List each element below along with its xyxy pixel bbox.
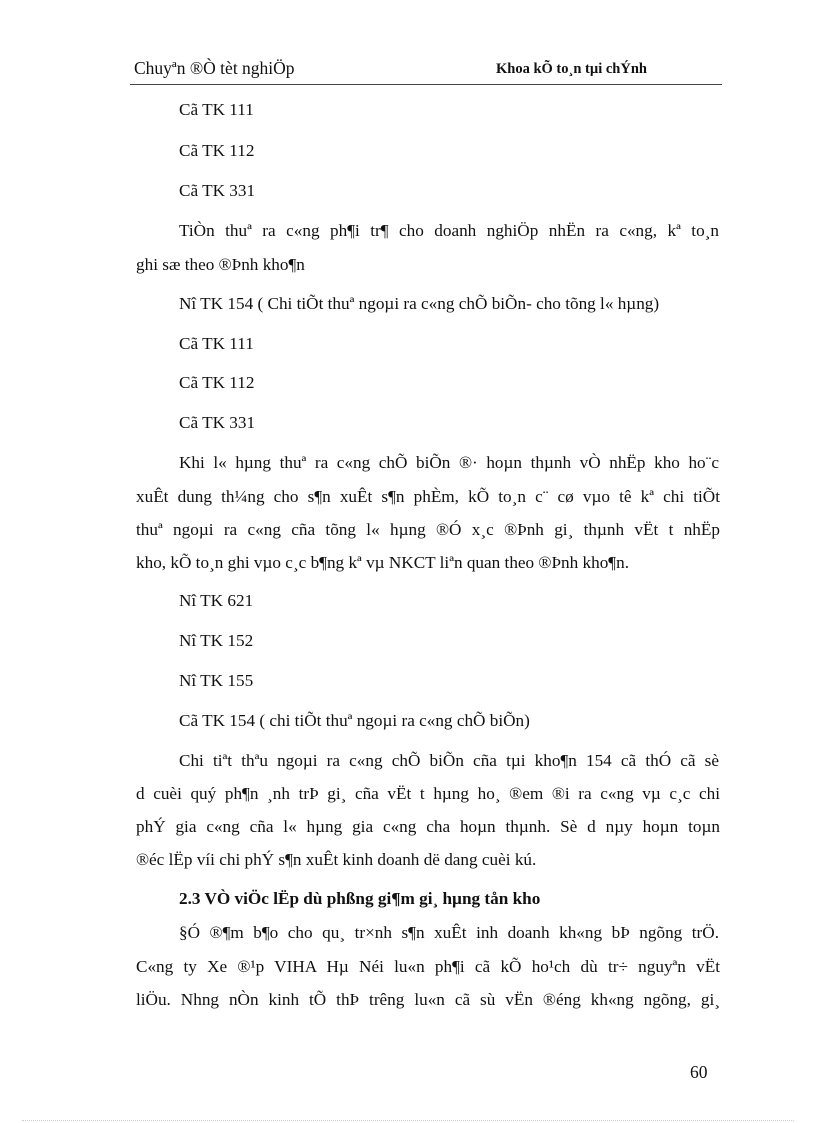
header-title-left: Chuyªn ®Ò tèt nghiÖp: [134, 58, 295, 78]
section-heading: 2.3 VÒ viÖc lËp dù phßng gi¶m gi¸ hµng tån kho: [179, 889, 541, 908]
text-line: Nî TK 155: [179, 671, 254, 690]
text-line: liÖu. Nhng nÒn kinh tÕ thÞ trêng lu«n cã sù vËn ®éng kh«ng ngõng, gi¸: [136, 990, 720, 1009]
text-line: Nî TK 152: [179, 631, 254, 650]
page-bottom-divider: [22, 1120, 794, 1121]
text-line: Nî TK 621: [179, 591, 254, 610]
text-line: Cã TK 111: [179, 334, 254, 353]
text-line: ghi sæ theo ®Þnh kho¶n: [136, 255, 305, 274]
text-line: xuÊt dung th¼ng cho s¶n xuÊt s¶n phÈm, kÕ to¸n c¨ cø vµo tê kª chi tiÕt: [136, 487, 720, 506]
page-number: 60: [690, 1062, 708, 1082]
header-title-right: Khoa kÕ to¸n tµi chÝnh: [496, 61, 647, 77]
text-line: kho, kÕ to¸n ghi vµo c¸c b¶ng kª vµ NKCT liªn quan theo ®Þnh kho¶n.: [136, 553, 629, 572]
text-line: Khi l« hµng thuª ra c«ng chÕ biÕn ®· hoµn thµnh vÒ nhËp kho ho¨c: [179, 453, 719, 472]
text-line: C«ng ty Xe ®¹p VIHA Hµ Néi lu«n ph¶i cã kÕ ho¹ch dù tr÷ nguyªn vËt: [136, 957, 720, 976]
text-line: Cã TK 154 ( chi tiÕt thuª ngoµi ra c«ng chÕ biÕn): [179, 711, 530, 730]
text-line: Cã TK 112: [179, 141, 255, 160]
text-line: Cã TK 331: [179, 413, 256, 432]
text-line: thuª ngoµi ra c«ng cña tõng l« hµng ®Ó x¸c ®Þnh gi¸ thµnh vËt t nhËp: [136, 520, 720, 539]
text-line: Cã TK 331: [179, 181, 256, 200]
text-line: TiÒn thuª ra c«ng ph¶i tr¶ cho doanh nghiÖp nhËn ra c«ng, kª to¸n: [179, 221, 719, 240]
text-line: ®éc lËp víi chi phÝ s¶n xuÊt kinh doanh dë dang cuèi kú.: [136, 850, 537, 869]
text-line: §Ó ®¶m b¶o cho qu¸ tr×nh s¶n xuÊt inh doanh kh«ng bÞ ngõng trÖ.: [179, 923, 719, 942]
text-line: Cã TK 111: [179, 100, 254, 119]
text-line: phÝ gia c«ng cña l« hµng gia c«ng cha hoµn thµnh. Sè d nµy hoµn toµn: [136, 817, 720, 836]
text-line: Nî TK 154 ( Chi tiÕt thuª ngoµi ra c«ng chÕ biÕn- cho tõng l« hµng): [179, 294, 660, 313]
text-line: d cuèi quý ph¶n ¸nh trÞ gi¸ cña vËt t hµng ho¸ ®em ®i ra c«ng vµ c¸c chi: [136, 784, 720, 803]
text-line: Cã TK 112: [179, 373, 255, 392]
text-line: Chi tiªt thªu ngoµi ra c«ng chÕ biÕn cña tµi kho¶n 154 cã thÓ cã sè: [179, 751, 719, 770]
